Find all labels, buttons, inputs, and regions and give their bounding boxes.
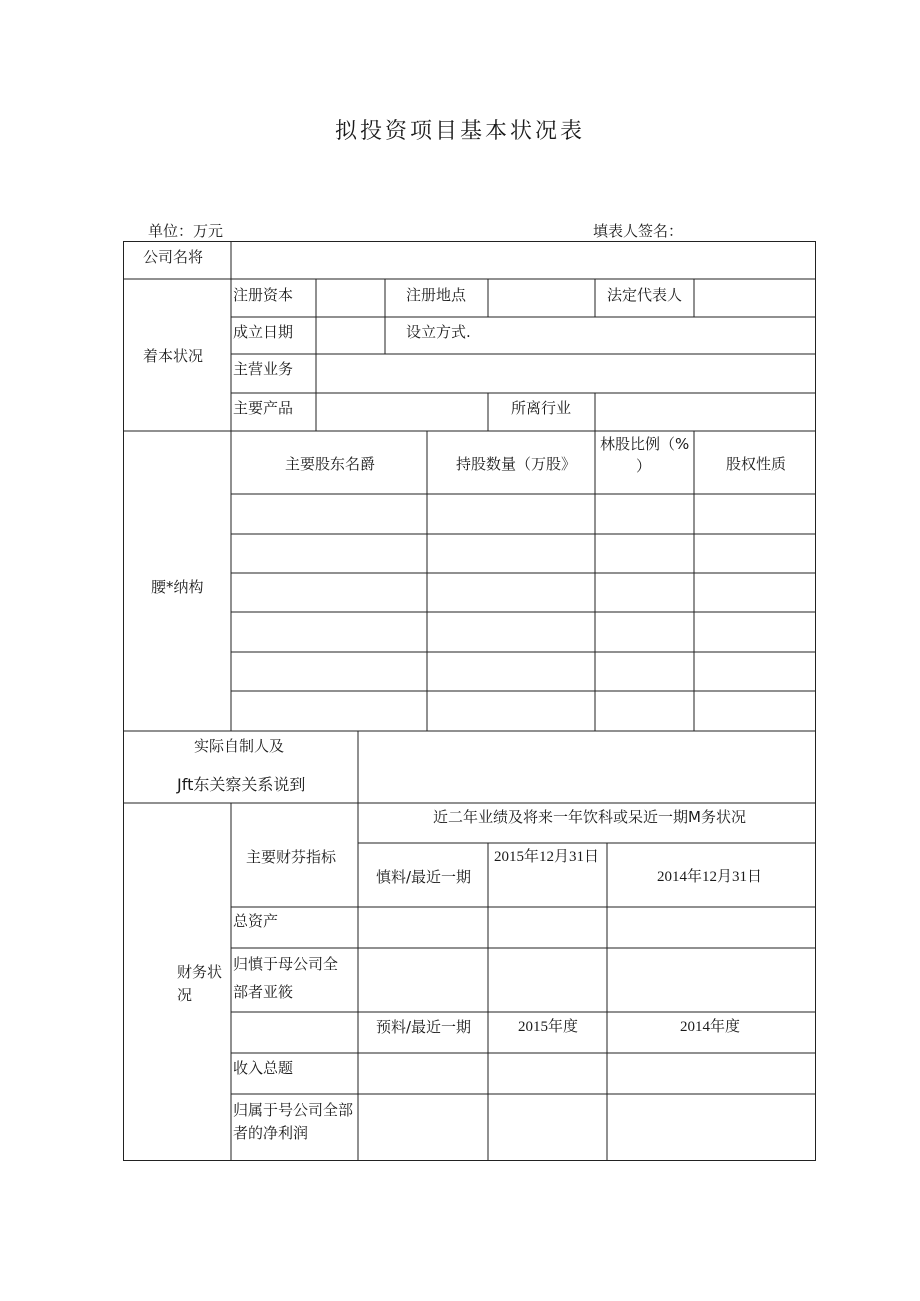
main-business-label: 主营业务 [233,360,294,378]
legal-rep-label: 法定代表人 [607,286,683,304]
reg-capital-label: 注册资本 [233,286,294,304]
industry-label: 所离行业 [511,399,572,417]
industry-field[interactable] [595,394,815,431]
parent-equity-label-line1: 归慎于母公司全 [233,955,339,973]
controller-label-line1: 实际自制人及 [194,737,285,755]
year-2015-header: 2015年度 [518,1019,579,1035]
year-2014-header: 2014年度 [680,1019,741,1035]
main-business-field[interactable] [317,355,815,393]
legal-rep-field[interactable] [695,280,815,317]
reg-place-label: 注册地点 [406,286,467,304]
est-date-field[interactable] [317,318,385,354]
est-method-field[interactable] [489,318,815,354]
share-quantity-header: 持股数量（万股》 [456,455,577,473]
date-2015-header: 2015年12月31日 [494,849,600,865]
finance-section-label-line1: 财务状 [177,963,223,981]
signer-label: 填表人签名： [593,222,684,240]
project-info-table [123,241,816,1161]
forecast-recent-header-2: 预料/最近一期 [376,1018,472,1036]
reg-capital-field[interactable] [317,280,385,317]
controller-relation-field[interactable] [359,732,815,803]
financial-indicator-label: 主要财芬指标 [246,848,337,866]
est-method-label: 设立方式. [406,323,471,341]
date-2014-header: 2014年12月31日 [657,869,763,885]
reg-place-field[interactable] [489,280,595,317]
main-product-field[interactable] [317,394,488,431]
main-product-label: 主要产品 [233,399,294,417]
basic-status-label: 着本状况 [143,347,204,365]
shareholder-name-header: 主要股东名爵 [285,455,376,473]
total-assets-label: 总资产 [233,912,279,930]
finance-banner: 近二年业绩及将来一年饮科或呆近一期M务状况 [433,808,746,826]
share-ratio-header-line2: ） [636,457,652,475]
net-profit-label-line1: 归属于号公司全部 [233,1101,354,1119]
finance-section-label-line2: 况 [177,986,193,1004]
unit-label: 单位：万元 [148,222,224,240]
forecast-recent-header: 慎料/最近一期 [376,868,472,886]
company-name-label: 公司名将 [143,248,204,266]
company-name-field[interactable] [232,242,815,279]
equity-nature-header: 股权性质 [726,455,787,473]
controller-label-line2: Jft东关察关系说到 [177,775,306,794]
net-profit-label-line2: 者的净利润 [233,1124,309,1142]
parent-equity-label-line2: 部者亚筱 [233,983,294,1001]
shareholding-section-label: 腰*纳构 [151,578,204,596]
revenue-label: 收入总题 [233,1059,294,1077]
share-ratio-header-line1: 林股比例（% [600,435,690,453]
page-title: 拟投资项目基本状况表 [334,119,585,144]
est-date-label: 成立日期 [233,323,294,341]
